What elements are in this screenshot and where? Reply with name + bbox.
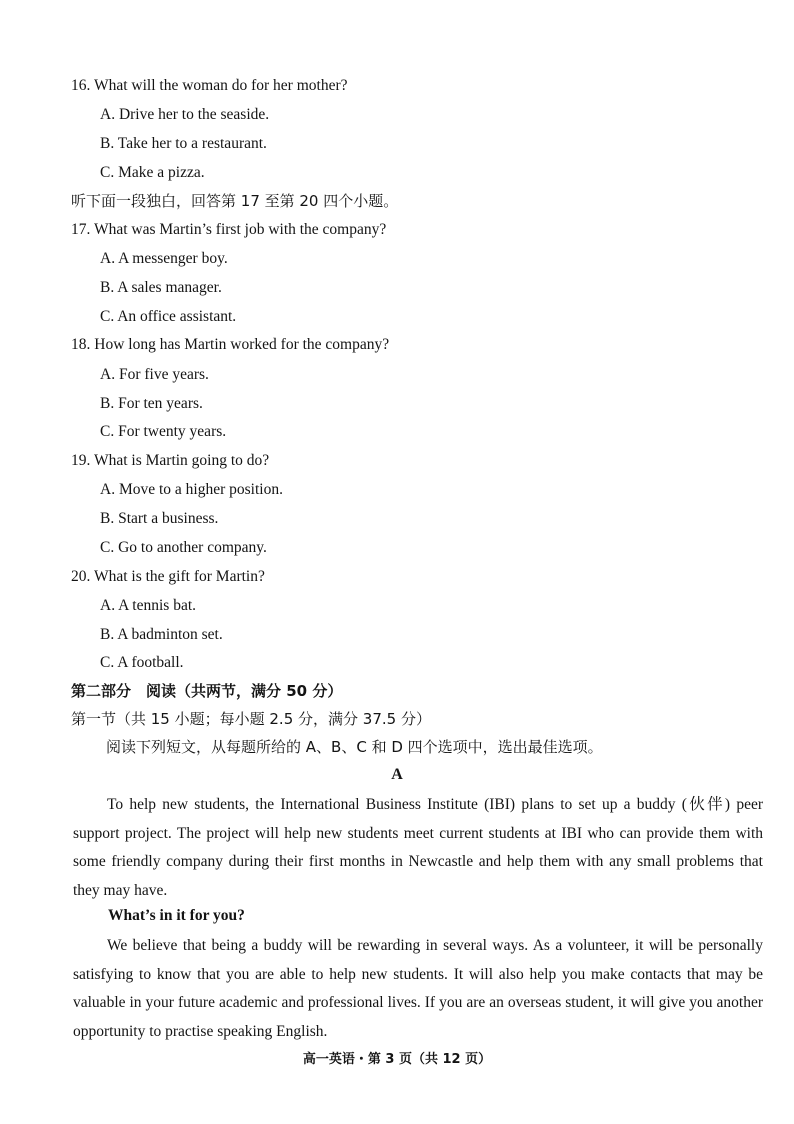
- passage-paragraph-1: To help new students, the International Business Institute (IBI) plans to set up a buddy (伙伴) peer support project. The project will help new students meet current students at IBI who can provide them with some friendly company during their first months in Newcastle and help them with any small problems that they may have.: [73, 796, 763, 899]
- q18-option-c: C. For twenty years.: [100, 423, 227, 440]
- q17-option-a: A. A messenger boy.: [100, 250, 228, 267]
- q19-option-a: A. Move to a higher position.: [100, 481, 283, 498]
- reading-instruction: 阅读下列短文，从每题所给的 A、B、C 和 D 四个选项中，选出最佳选项。: [106, 738, 603, 756]
- question-18: 18. How long has Martin worked for the company?: [71, 336, 390, 353]
- question-19: 19. What is Martin going to do?: [71, 452, 270, 469]
- passage-letter: A: [391, 766, 403, 783]
- passage-paragraph-2: We believe that being a buddy will be rewarding in several ways. As a volunteer, it will be personally satisfying to know that you are able to help new students. It will also help you make contacts that may be valuable in your future academic and professional lives. If you are an overseas student, it will give you another opportunity to practise speaking English.: [73, 937, 763, 1040]
- page-footer: 高一英语・第 3 页（共 12 页）: [302, 1052, 492, 1067]
- question-16: 16. What will the woman do for her mother?: [71, 77, 348, 94]
- q16-option-a: A. Drive her to the seaside.: [100, 106, 270, 123]
- q19-option-c: C. Go to another company.: [100, 539, 267, 556]
- q17-option-b: B. A sales manager.: [100, 279, 222, 296]
- part-two-title: 第二部分 阅读（共两节，满分 50 分）: [71, 682, 343, 700]
- q18-option-b: B. For ten years.: [100, 395, 203, 412]
- q17-option-c: C. An office assistant.: [100, 308, 237, 325]
- question-20: 20. What is the gift for Martin?: [71, 568, 265, 585]
- section-one-title: 第一节（共 15 小题；每小题 2.5 分，满分 37.5 分）: [71, 710, 431, 728]
- q20-option-b: B. A badminton set.: [100, 626, 223, 643]
- q19-option-b: B. Start a business.: [100, 510, 219, 527]
- q16-option-c: C. Make a pizza.: [100, 164, 205, 181]
- q20-option-a: A. A tennis bat.: [100, 597, 197, 614]
- q20-option-c: C. A football.: [100, 654, 184, 671]
- q16-option-b: B. Take her to a restaurant.: [100, 135, 267, 152]
- monologue-instruction: 听下面一段独白，回答第 17 至第 20 四个小题。: [71, 192, 399, 210]
- q18-option-a: A. For five years.: [100, 366, 209, 383]
- passage-subheading: What’s in it for you?: [108, 907, 245, 924]
- question-17: 17. What was Martin’s first job with the company?: [71, 221, 387, 238]
